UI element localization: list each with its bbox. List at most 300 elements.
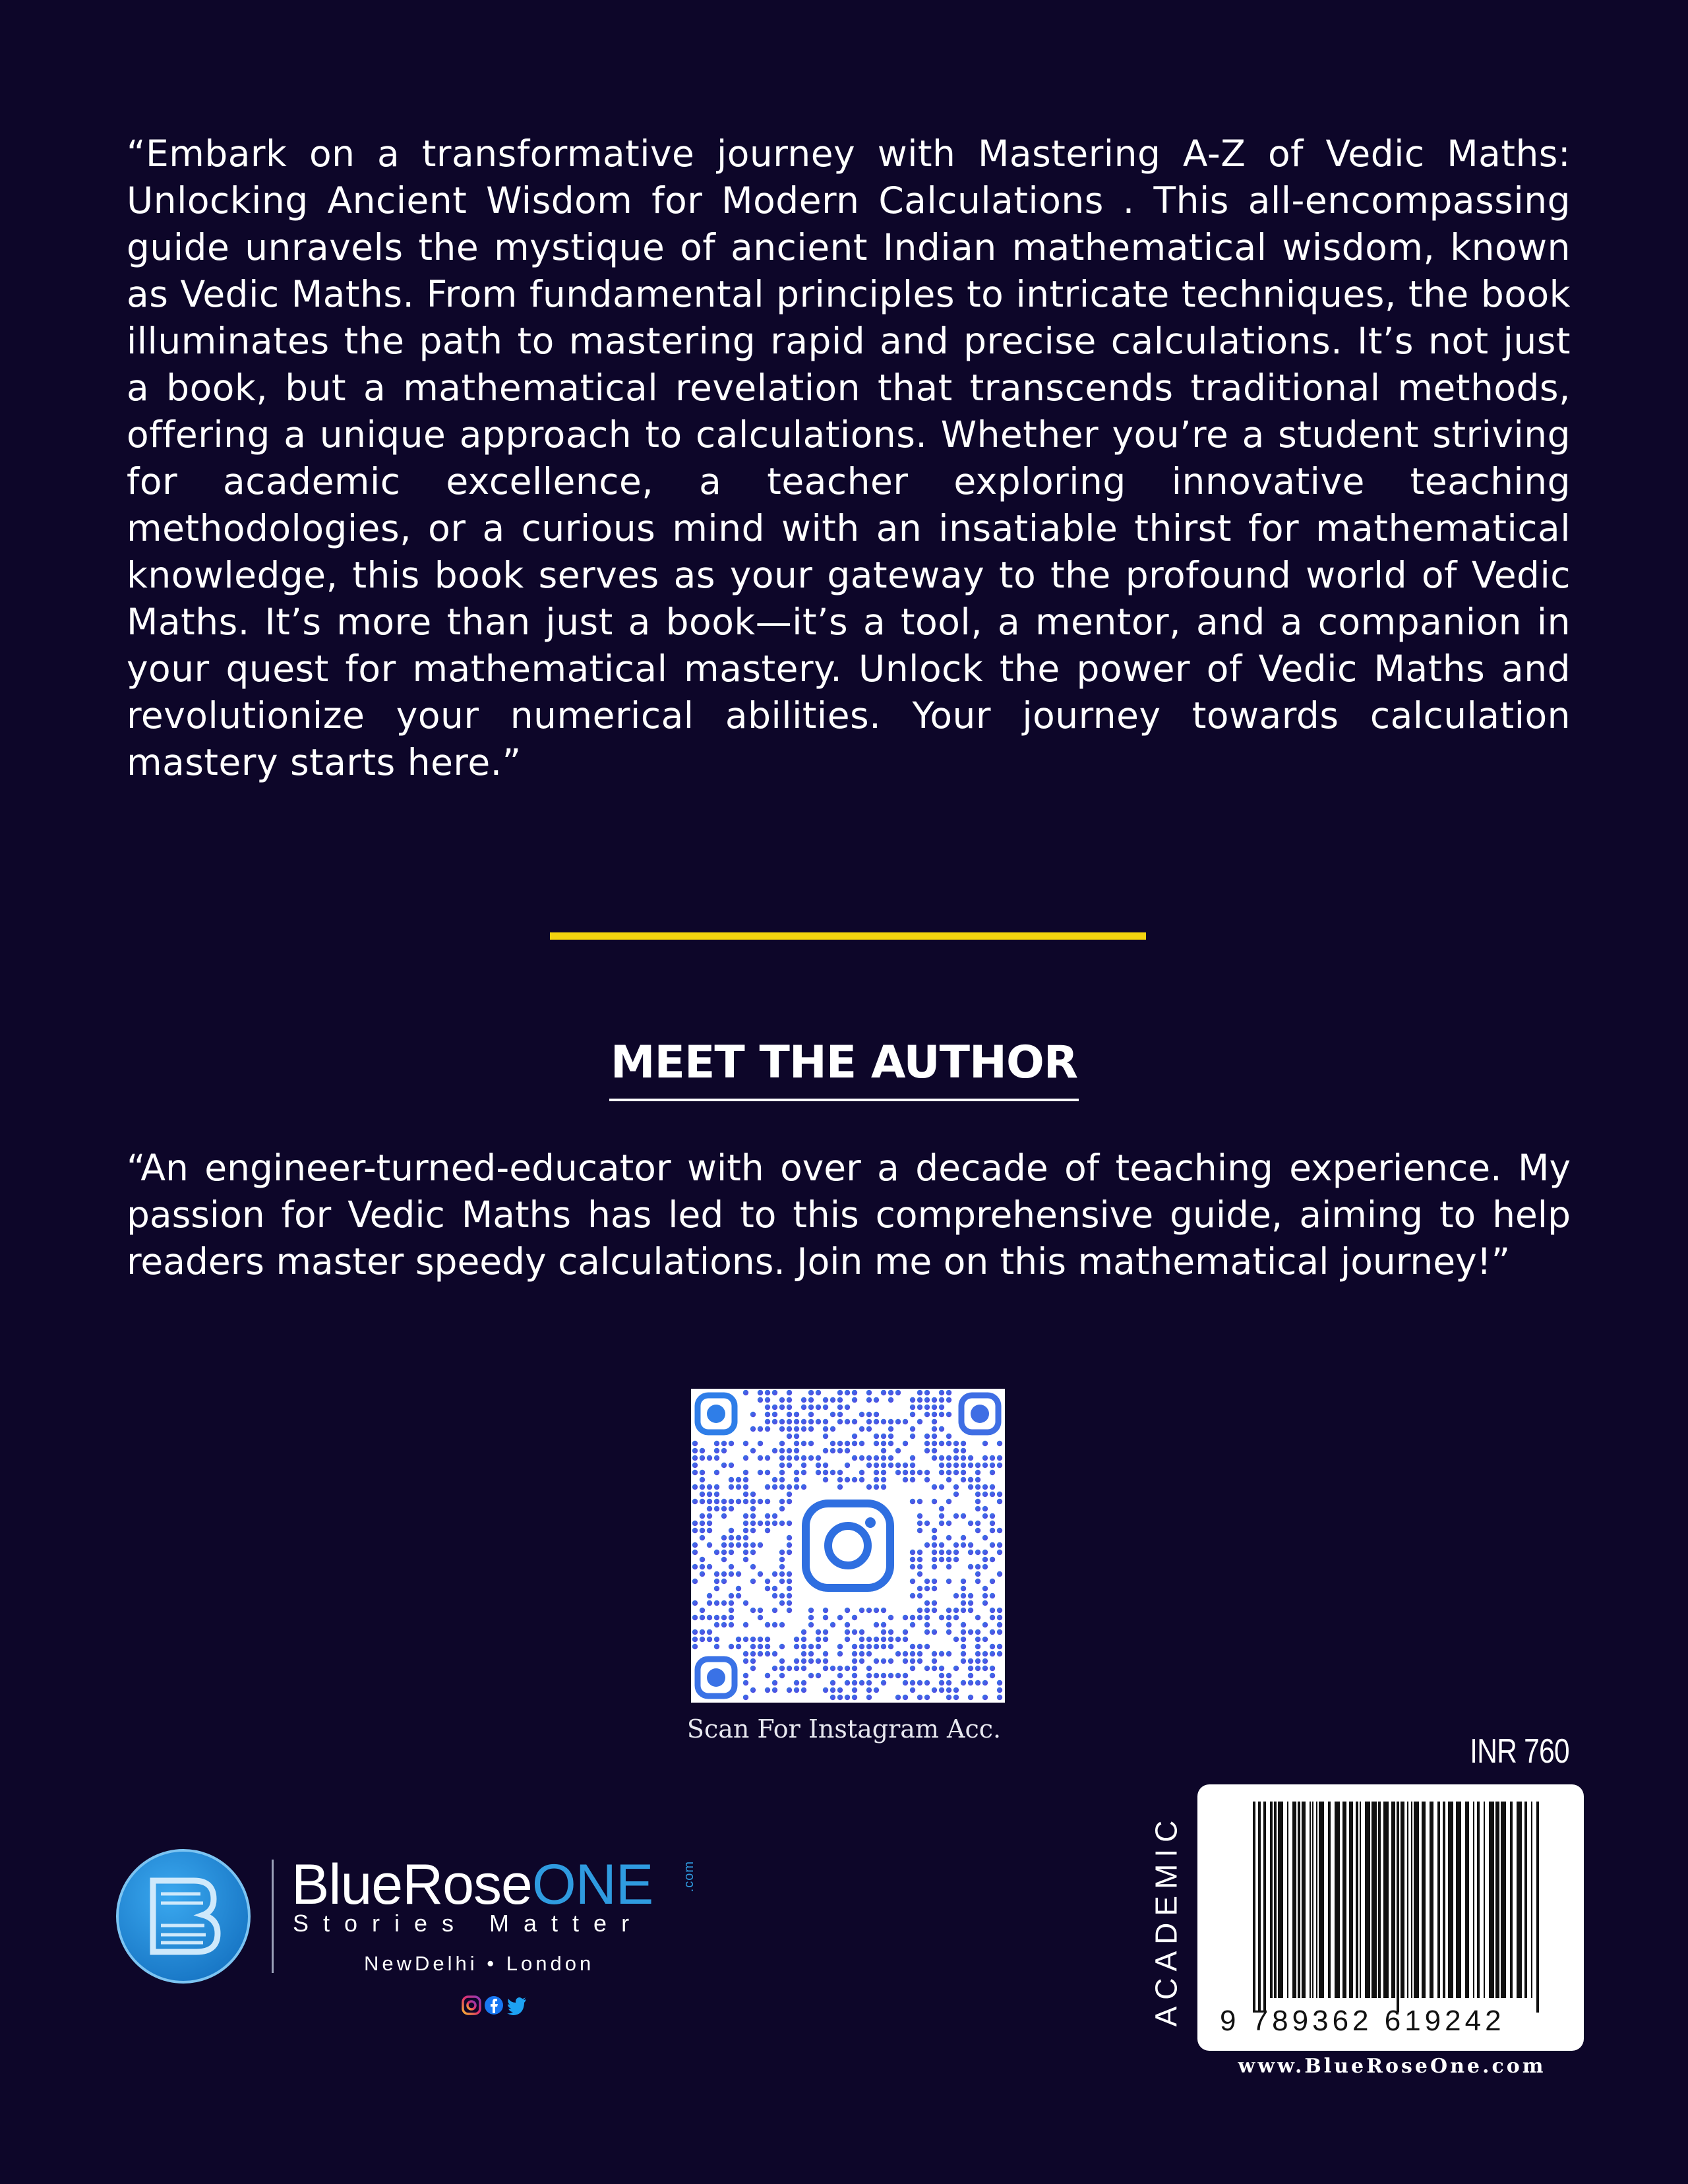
author-bio: “An engineer-turned-educator with over a decade of teaching experience. My passion for Vedic Maths has led to this comprehensive guide, aiming to help readers master speedy calculations. Join me on this mathematical journey!” [127, 1147, 1571, 1283]
qr-dot [924, 1600, 930, 1606]
qr-dot [714, 1586, 719, 1591]
qr-dot [787, 1579, 792, 1584]
qr-dot [772, 1513, 777, 1519]
qr-dot [743, 1455, 748, 1461]
qr-dot [743, 1535, 748, 1540]
qr-dot [953, 1455, 959, 1461]
qr-dot [801, 1470, 806, 1475]
qr-dot [750, 1637, 756, 1642]
qr-dot [968, 1542, 973, 1548]
qr-dot [845, 1419, 850, 1424]
qr-dot [874, 1470, 879, 1475]
barcode-bar [1270, 1802, 1273, 1998]
qr-dot [953, 1448, 959, 1453]
qr-dot [787, 1434, 792, 1439]
qr-dot [917, 1586, 922, 1591]
qr-dot [700, 1571, 705, 1577]
qr-dot [997, 1615, 1002, 1620]
qr-dot [924, 1448, 930, 1453]
qr-dot [852, 1651, 857, 1656]
qr-dot [866, 1695, 872, 1700]
qr-dot [932, 1542, 937, 1548]
qr-dot [866, 1412, 872, 1417]
qr-dot [924, 1695, 930, 1700]
qr-dot [881, 1434, 886, 1439]
qr-dot [961, 1637, 966, 1642]
qr-dot [990, 1492, 995, 1497]
qr-dot [859, 1680, 864, 1685]
qr-dot [961, 1600, 966, 1606]
qr-dot [946, 1390, 951, 1395]
qr-dot [953, 1687, 959, 1693]
barcode-bar [1397, 1802, 1399, 2013]
qr-dot [801, 1629, 806, 1635]
qr-dot [772, 1593, 777, 1598]
qr-dot [895, 1695, 901, 1700]
qr-dot [874, 1412, 879, 1417]
qr-dot [823, 1463, 828, 1468]
publisher-name-part1: BlueRose [291, 1853, 532, 1916]
qr-dot [736, 1477, 741, 1482]
qr-dot [903, 1695, 908, 1700]
qr-dot [721, 1441, 727, 1446]
qr-dot [990, 1542, 995, 1548]
qr-dot [939, 1455, 944, 1461]
qr-dot [852, 1397, 857, 1403]
qr-dot [866, 1637, 872, 1642]
qr-dot [888, 1673, 893, 1678]
qr-dot [801, 1666, 806, 1671]
qr-dot [997, 1499, 1002, 1504]
qr-dot [787, 1521, 792, 1526]
qr-dot [707, 1455, 712, 1461]
qr-dot [939, 1550, 944, 1555]
qr-dot [975, 1637, 980, 1642]
qr-dot [714, 1637, 719, 1642]
qr-dot [961, 1463, 966, 1468]
qr-dot [946, 1535, 951, 1540]
qr-dot [758, 1455, 763, 1461]
qr-dot [874, 1397, 879, 1403]
qr-dot [750, 1448, 756, 1453]
qr-dot [779, 1600, 785, 1606]
qr-dot [917, 1528, 922, 1533]
qr-dot [700, 1521, 705, 1526]
qr-dot [961, 1629, 966, 1635]
qr-dot [939, 1673, 944, 1678]
qr-dot [779, 1484, 785, 1490]
qr-dot [903, 1419, 908, 1424]
qr-dot [765, 1687, 770, 1693]
barcode-bar [1430, 1802, 1433, 1998]
qr-dot [787, 1390, 792, 1395]
qr-dot [982, 1637, 988, 1642]
qr-dot [787, 1455, 792, 1461]
qr-dot [997, 1550, 1002, 1555]
qr-dot [845, 1695, 850, 1700]
qr-dot [692, 1564, 698, 1569]
qr-dot [808, 1673, 814, 1678]
qr-dot [910, 1658, 915, 1664]
qr-dot [881, 1441, 886, 1446]
qr-dot [772, 1390, 777, 1395]
qr-dot [968, 1629, 973, 1635]
qr-dot [990, 1579, 995, 1584]
bluerose-logo-icon [113, 1846, 253, 1986]
qr-dot [729, 1593, 734, 1598]
qr-dot [779, 1499, 785, 1504]
qr-dot [939, 1397, 944, 1403]
qr-dot [743, 1550, 748, 1555]
qr-dot [714, 1550, 719, 1555]
qr-dot [801, 1680, 806, 1685]
qr-dot [990, 1593, 995, 1598]
qr-dot [816, 1470, 821, 1475]
qr-dot [787, 1499, 792, 1504]
qr-dot [953, 1463, 959, 1468]
qr-dot [961, 1608, 966, 1613]
qr-dot [758, 1637, 763, 1642]
qr-dot [910, 1470, 915, 1475]
qr-dot [830, 1412, 835, 1417]
barcode-bar [1328, 1802, 1331, 1998]
qr-dot [779, 1557, 785, 1562]
qr-dot [939, 1412, 944, 1417]
qr-dot [707, 1492, 712, 1497]
qr-dot [874, 1687, 879, 1693]
qr-dot [946, 1622, 951, 1627]
qr-dot [830, 1397, 835, 1403]
qr-dot [866, 1484, 872, 1490]
qr-dot [932, 1434, 937, 1439]
qr-dot [765, 1637, 770, 1642]
qr-dot [975, 1499, 980, 1504]
qr-dot [982, 1651, 988, 1656]
qr-dot [750, 1528, 756, 1533]
barcode-bar [1437, 1802, 1440, 1998]
qr-dot [961, 1441, 966, 1446]
barcode-bar [1414, 1802, 1419, 1998]
qr-dot [982, 1586, 988, 1591]
logo-separator [272, 1860, 274, 1973]
qr-dot [845, 1405, 850, 1410]
qr-dot [982, 1622, 988, 1627]
qr-dot [946, 1608, 951, 1613]
qr-dot [932, 1448, 937, 1453]
qr-dot [975, 1506, 980, 1511]
qr-dot [801, 1637, 806, 1642]
qr-dot [794, 1448, 799, 1453]
qr-dot [982, 1680, 988, 1685]
qr-dot [750, 1499, 756, 1504]
qr-dot [787, 1586, 792, 1591]
qr-dot [787, 1412, 792, 1417]
qr-dot [866, 1419, 872, 1424]
qr-dot [750, 1492, 756, 1497]
qr-dot [794, 1637, 799, 1642]
twitter-icon[interactable] [506, 1995, 528, 2015]
qr-dot [982, 1695, 988, 1700]
qr-dot [968, 1484, 973, 1490]
qr-dot [729, 1499, 734, 1504]
qr-dot [982, 1557, 988, 1562]
qr-dot [779, 1571, 785, 1577]
qr-dot [750, 1579, 756, 1584]
qr-dot [917, 1615, 922, 1620]
qr-dot [975, 1484, 980, 1490]
qr-dot [743, 1673, 748, 1678]
facebook-icon[interactable] [484, 1995, 504, 2015]
barcode-bar [1448, 1802, 1453, 1998]
barcode-bar [1536, 1802, 1539, 2013]
qr-dot [910, 1397, 915, 1403]
qr-dot [700, 1477, 705, 1482]
barcode-bar [1383, 1802, 1389, 1998]
qr-dot [990, 1666, 995, 1671]
qr-dot [975, 1651, 980, 1656]
qr-dot [961, 1586, 966, 1591]
qr-dot [852, 1666, 857, 1671]
qr-dot [729, 1644, 734, 1649]
qr-dot [982, 1550, 988, 1555]
qr-dot [808, 1426, 814, 1432]
qr-dot [910, 1622, 915, 1627]
qr-dot [946, 1680, 951, 1685]
qr-dot [700, 1637, 705, 1642]
qr-dot [968, 1564, 973, 1569]
qr-dot [714, 1492, 719, 1497]
qr-dot [845, 1629, 850, 1635]
qr-dot [714, 1579, 719, 1584]
qr-dot [750, 1412, 756, 1417]
qr-dot [736, 1637, 741, 1642]
qr-dot [975, 1470, 980, 1475]
qr-dot [932, 1557, 937, 1562]
qr-dot [932, 1666, 937, 1671]
qr-dot [845, 1680, 850, 1685]
qr-dot [924, 1434, 930, 1439]
qr-dot [946, 1550, 951, 1555]
qr-dot [852, 1419, 857, 1424]
qr-dot [758, 1426, 763, 1432]
qr-dot [946, 1564, 951, 1569]
qr-dot [903, 1651, 908, 1656]
qr-dot [924, 1477, 930, 1482]
qr-dot [917, 1513, 922, 1519]
qr-dot [816, 1644, 821, 1649]
qr-dot [772, 1687, 777, 1693]
qr-dot [714, 1499, 719, 1504]
qr-dot [932, 1629, 937, 1635]
qr-dot [787, 1405, 792, 1410]
qr-dot [910, 1477, 915, 1482]
barcode-bar [1335, 1802, 1340, 1998]
qr-dot [939, 1615, 944, 1620]
qr-dot [714, 1441, 719, 1446]
qr-dot [837, 1666, 843, 1671]
qr-dot [729, 1600, 734, 1606]
qr-dot [787, 1397, 792, 1403]
qr-dot [707, 1629, 712, 1635]
qr-dot [874, 1608, 879, 1613]
qr-dot [924, 1666, 930, 1671]
qr-dot [888, 1426, 893, 1432]
qr-dot [874, 1463, 879, 1468]
publisher-website[interactable]: www.BlueRoseOne.com [1238, 2055, 1546, 2078]
qr-dot [801, 1651, 806, 1656]
qr-dot [910, 1593, 915, 1598]
qr-dot [982, 1484, 988, 1490]
qr-dot [794, 1680, 799, 1685]
qr-dot [961, 1579, 966, 1584]
qr-dot [787, 1484, 792, 1490]
qr-dot [707, 1542, 712, 1548]
meet-the-author-heading: MEET THE AUTHOR [609, 1030, 1079, 1101]
qr-dot [736, 1535, 741, 1540]
qr-dot [881, 1484, 886, 1490]
qr-dot [700, 1499, 705, 1504]
qr-dot [903, 1629, 908, 1635]
qr-dot [787, 1593, 792, 1598]
qr-dot [924, 1542, 930, 1548]
qr-dot [714, 1615, 719, 1620]
qr-dot [932, 1484, 937, 1490]
qr-dot [975, 1492, 980, 1497]
qr-dot [736, 1586, 741, 1591]
qr-dot [692, 1579, 698, 1584]
qr-dot [968, 1593, 973, 1598]
qr-dot [975, 1463, 980, 1468]
qr-dot [866, 1463, 872, 1468]
qr-dot [729, 1615, 734, 1620]
qr-dot [801, 1441, 806, 1446]
qr-dot [721, 1579, 727, 1584]
qr-dot [953, 1608, 959, 1613]
qr-dot [700, 1535, 705, 1540]
qr-dot [939, 1441, 944, 1446]
qr-dot [881, 1673, 886, 1678]
qr-dot [729, 1608, 734, 1613]
qr-dot [837, 1695, 843, 1700]
qr-dot [881, 1448, 886, 1453]
qr-dot [975, 1680, 980, 1685]
qr-dot [721, 1463, 727, 1468]
qr-dot [779, 1426, 785, 1432]
qr-dot [765, 1622, 770, 1627]
qr-dot [787, 1687, 792, 1693]
qr-dot [823, 1405, 828, 1410]
qr-dot [801, 1455, 806, 1461]
qr-dot [997, 1463, 1002, 1468]
barcode-bar [1422, 1802, 1426, 1998]
qr-dot [765, 1673, 770, 1678]
qr-dot [808, 1405, 814, 1410]
qr-dot [888, 1455, 893, 1461]
qr-dot [917, 1644, 922, 1649]
qr-dot [910, 1557, 915, 1562]
qr-dot [692, 1455, 698, 1461]
qr-dot [808, 1644, 814, 1649]
qr-dot [946, 1499, 951, 1504]
qr-dot [794, 1419, 799, 1424]
qr-dot [888, 1419, 893, 1424]
qr-dot [765, 1579, 770, 1584]
qr-dot [953, 1513, 959, 1519]
barcode-bar [1302, 1802, 1306, 1998]
qr-dot [758, 1397, 763, 1403]
qr-dot [830, 1426, 835, 1432]
instagram-qr-code[interactable] [691, 1389, 1005, 1703]
qr-dot [801, 1405, 806, 1410]
qr-dot [794, 1412, 799, 1417]
qr-dot [823, 1434, 828, 1439]
qr-dot [975, 1564, 980, 1569]
barcode-bar [1298, 1802, 1300, 1998]
qr-dot [816, 1629, 821, 1635]
qr-dot [692, 1615, 698, 1620]
barcode-bar [1312, 1802, 1313, 1998]
qr-dot [975, 1629, 980, 1635]
qr-dot [932, 1455, 937, 1461]
qr-dot [830, 1695, 835, 1700]
qr-dot [779, 1644, 785, 1649]
qr-dot [953, 1492, 959, 1497]
qr-dot [794, 1658, 799, 1664]
qr-dot [961, 1593, 966, 1598]
qr-dot [779, 1673, 785, 1678]
qr-dot [866, 1651, 872, 1656]
qr-dot [787, 1550, 792, 1555]
qr-dot [881, 1622, 886, 1627]
book-price: INR 760 [1470, 1732, 1569, 1771]
qr-dot [932, 1651, 937, 1656]
qr-dot [910, 1687, 915, 1693]
qr-dot [903, 1637, 908, 1642]
qr-dot [924, 1615, 930, 1620]
qr-dot [895, 1651, 901, 1656]
qr-dot [808, 1390, 814, 1395]
qr-dot [823, 1608, 828, 1613]
publisher-domain: .com [682, 1861, 696, 1893]
qr-dot [852, 1673, 857, 1678]
qr-dot [845, 1622, 850, 1627]
qr-dot [932, 1564, 937, 1569]
qr-dot [982, 1463, 988, 1468]
barcode-bar [1443, 1802, 1445, 1998]
instagram-icon[interactable] [462, 1995, 481, 2015]
qr-dot [917, 1571, 922, 1577]
barcode-bar [1253, 1802, 1255, 2013]
qr-dot [975, 1521, 980, 1526]
qr-dot [924, 1405, 930, 1410]
qr-dot [997, 1695, 1002, 1700]
qr-dot [729, 1463, 734, 1468]
qr-dot [910, 1455, 915, 1461]
qr-dot [910, 1680, 915, 1685]
barcode-bar [1274, 1802, 1277, 1998]
qr-dot [837, 1477, 843, 1482]
qr-dot [932, 1550, 937, 1555]
qr-dot [997, 1680, 1002, 1685]
qr-dot [765, 1651, 770, 1656]
barcode-bar [1316, 1802, 1317, 1998]
qr-dot [968, 1658, 973, 1664]
qr-dot [765, 1644, 770, 1649]
qr-dot [953, 1550, 959, 1555]
barcode-bar [1510, 1802, 1513, 1998]
qr-dot [808, 1651, 814, 1656]
qr-dot [816, 1455, 821, 1461]
